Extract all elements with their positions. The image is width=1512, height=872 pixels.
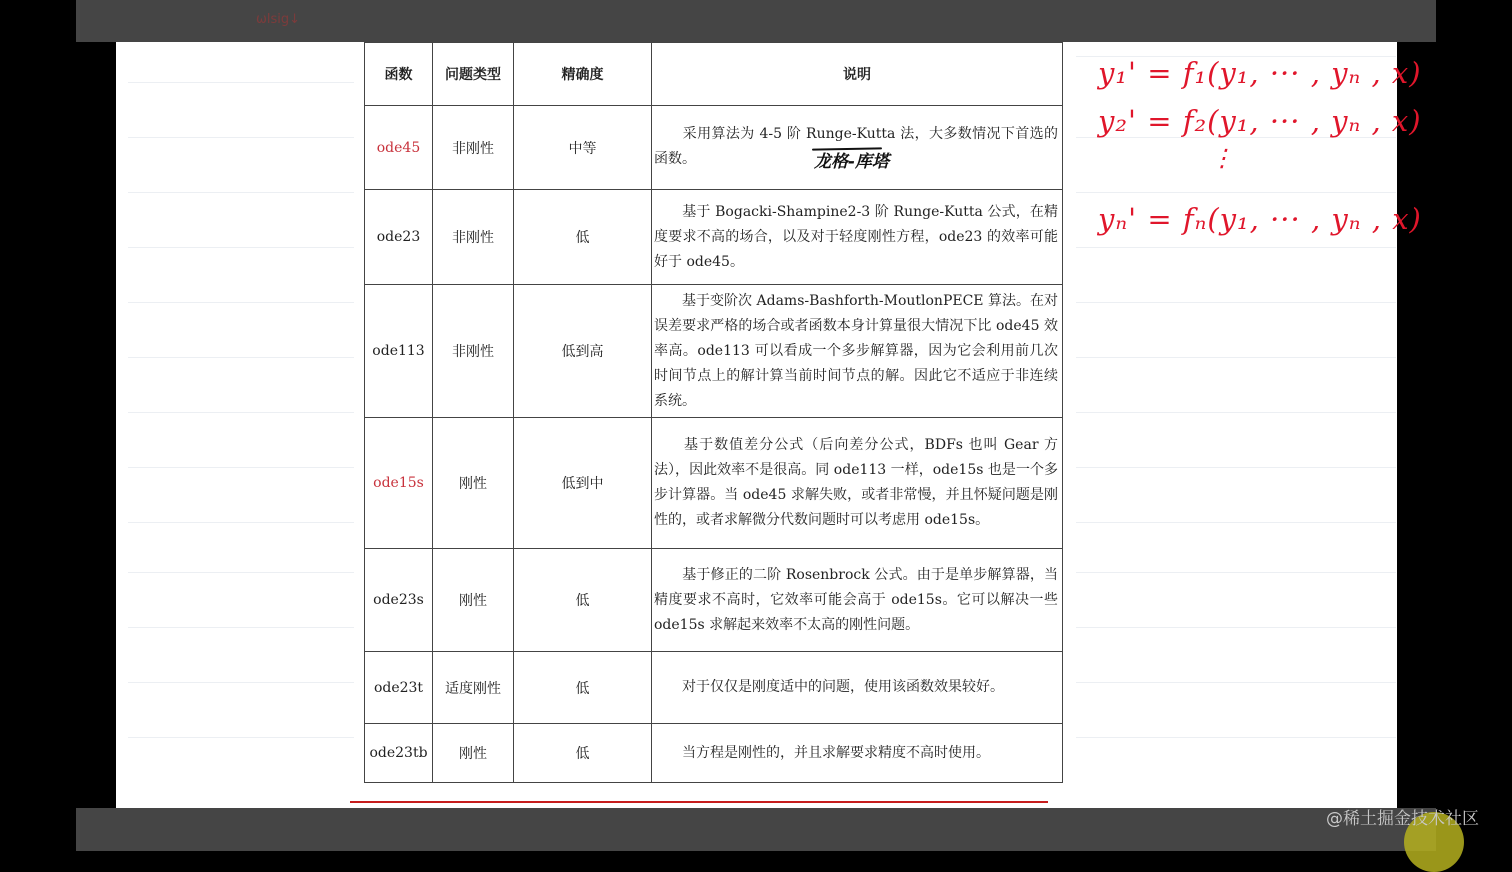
problem-type: 非刚性 (433, 106, 514, 190)
vertical-ellipsis: ⋮ (1210, 144, 1235, 172)
video-top-bar (76, 0, 1436, 42)
description: 对于仅仅是刚度适中的问题，使用该函数效果较好。 (652, 652, 1063, 724)
watermark: @稀土掘金技术社区 (1326, 809, 1479, 829)
ruled-lines-right (1076, 42, 1396, 808)
function-name: ode45 (365, 106, 433, 190)
header-accuracy: 精确度 (514, 43, 652, 106)
problem-type: 刚性 (433, 418, 514, 549)
equation-n: yₙ' = fₙ(y₁, ··· , yₙ , x) (1098, 202, 1422, 236)
description-cell (652, 106, 1063, 190)
handwritten-annotation: 龙格-库塔 (814, 152, 890, 172)
problem-type: 刚性 (433, 724, 514, 783)
ode-solver-table (364, 42, 1063, 783)
video-bottom-bar (76, 808, 1436, 851)
table-row (365, 418, 1063, 549)
description: 基于修正的二阶 Rosenbrock 公式。由于是单步解算器，当精度要求不高时，它效率可能会高于 ode15s。它可以解决一些 ode15s 求解起来效率不太高的刚性问题。 (652, 549, 1063, 652)
function-name: ode23s (365, 549, 433, 652)
table-row (365, 190, 1063, 285)
accuracy: 低到高 (514, 285, 652, 418)
table-row (365, 652, 1063, 724)
function-name: ode23 (365, 190, 433, 285)
function-name: ode23tb (365, 724, 433, 783)
description: 基于 Bogacki-Shampine2-3 阶 Runge-Kutta 公式，在精度要求不高的场合，以及对于轻度刚性方程，ode23 的效率可能好于 ode45。 (652, 190, 1063, 285)
description: 当方程是刚性的，并且求解要求精度不高时使用。 (652, 724, 1063, 783)
function-name: ode23t (365, 652, 433, 724)
table-row (365, 106, 1063, 190)
accuracy: 低 (514, 549, 652, 652)
header-description: 说明 (652, 43, 1063, 106)
function-name: ode15s (365, 418, 433, 549)
equation-2: y₂' = f₂(y₁, ··· , yₙ , x) (1098, 104, 1422, 138)
problem-type: 非刚性 (433, 285, 514, 418)
table-row (365, 549, 1063, 652)
ruled-lines-left (128, 42, 354, 808)
top-scribble: ωlsig↓ (256, 12, 301, 27)
function-name: ode113 (365, 285, 433, 418)
red-underline-rule (350, 801, 1048, 803)
description: 采用算法为 4-5 阶 Runge-Kutta 法，大多数情况下首选的函数。 (654, 126, 1058, 167)
description: 基于变阶次 Adams-Bashforth-MoutlonPECE 算法。在对误差要求严格的场合或者函数本身计算量很大情况下比 ode45 效率高。ode113 可以看成一个多步解算器，因为它会利用前几次时间节点上的解计算当前时间节点的解。因此它不适应于非连续系统。 (652, 285, 1063, 418)
table-row (365, 724, 1063, 783)
accuracy: 低 (514, 652, 652, 724)
header-function: 函数 (365, 43, 433, 106)
equation-1: y₁' = f₁(y₁, ··· , yₙ , x) (1098, 56, 1422, 90)
problem-type: 刚性 (433, 549, 514, 652)
description: 基于数值差分公式（后向差分公式，BDFs 也叫 Gear 方法），因此效率不是很高。同 ode113 一样，ode15s 也是一个多步计算器。当 ode45 求解失败，或者非常慢，并且怀疑问题是刚性的，或者求解微分代数问题时可以考虑用 ode15s。 (652, 418, 1063, 549)
header-problem-type: 问题类型 (433, 43, 514, 106)
accuracy: 低 (514, 724, 652, 783)
table-row (365, 285, 1063, 418)
problem-type: 适度刚性 (433, 652, 514, 724)
problem-type: 非刚性 (433, 190, 514, 285)
slide-page (116, 42, 1397, 808)
accuracy: 低 (514, 190, 652, 285)
accuracy: 低到中 (514, 418, 652, 549)
table-header-row (365, 43, 1063, 106)
accuracy: 中等 (514, 106, 652, 190)
